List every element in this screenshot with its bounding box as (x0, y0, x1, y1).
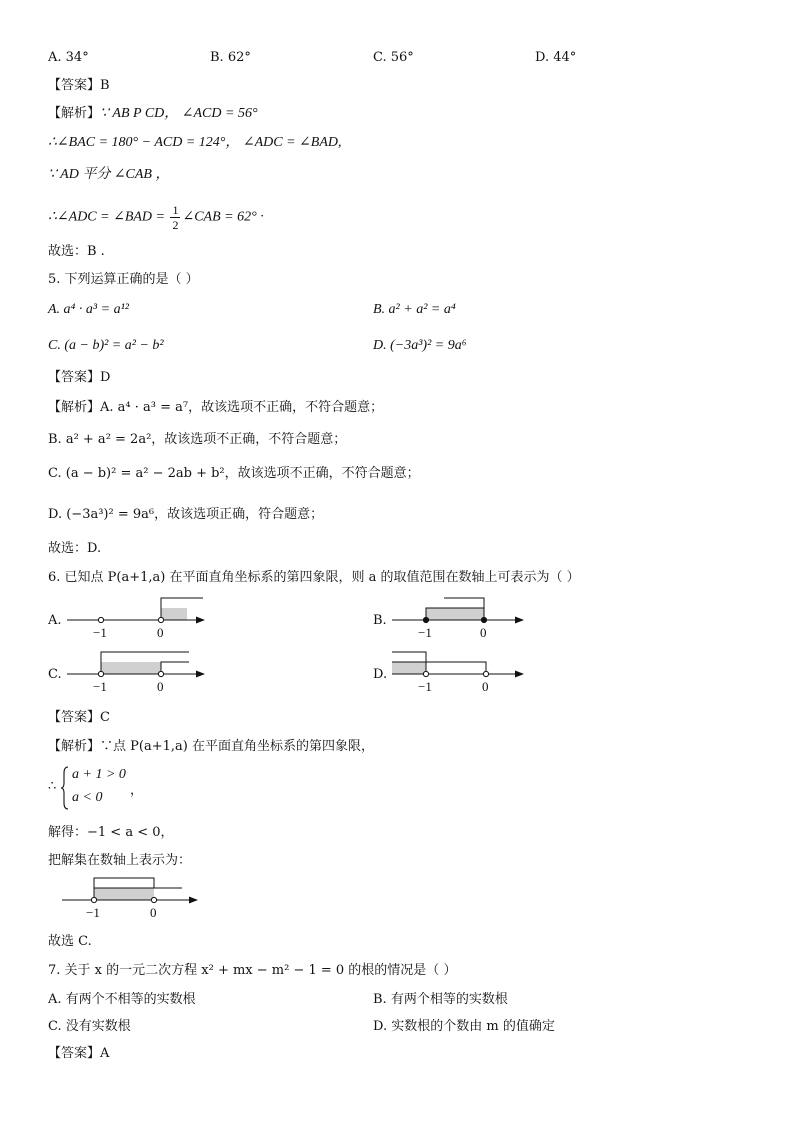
q4-step-4-right: ∠CAB = 62° · (182, 209, 264, 225)
tick-label-neg1: −1 (93, 625, 107, 640)
fraction-numerator: 1 (172, 203, 179, 217)
bracket-upper (444, 598, 484, 608)
q5-option-a: A. a⁴ · a³ = a¹² (48, 302, 129, 317)
tick-label-neg1: −1 (86, 905, 100, 920)
number-line-solution (60, 874, 210, 924)
axis-arrow (515, 671, 524, 678)
q6-explanation-1: 【解析】∵点 P(a+1,a) 在平面直角坐标系的第四象限， (48, 739, 374, 754)
q4-step-4-left: ∴∠ADC = ∠BAD = (48, 209, 169, 225)
q5-conclusion: 故选：D. (48, 541, 102, 556)
bracket-inner (161, 662, 189, 674)
tick-label-0: 0 (157, 679, 164, 694)
point-0 (481, 617, 486, 622)
tick-label-0: 0 (157, 625, 164, 640)
q5-answer: 【答案】D (48, 370, 111, 385)
q6-answer: 【答案】C (48, 710, 110, 725)
point-neg1 (98, 671, 103, 676)
point-neg1 (98, 617, 103, 622)
q5-explanation-a: 【解析】A. a⁴ · a³ = a⁷，故该选项不正确，不符合题意； (48, 400, 384, 415)
system-comma: ， (130, 783, 144, 798)
inequality-1: a + 1 > 0 (72, 767, 126, 782)
analysis-label: 【解析】 (48, 106, 101, 121)
q4-answer: 【答案】B (48, 78, 110, 93)
axis-arrow (196, 617, 205, 624)
q7-option-a: A. 有两个不相等的实数根 (48, 992, 196, 1007)
therefore-symbol: ∴ (48, 779, 57, 794)
point-neg1 (423, 617, 428, 622)
axis-arrow (196, 671, 205, 678)
point-0 (158, 617, 163, 622)
q6-option-b-label: B. (373, 613, 387, 628)
q6-conclusion: 故选 C. (48, 934, 92, 949)
q5-explanation-c: C. (a − b)² = a² − 2ab + b²，故该选项不正确，不符合题意； (48, 466, 420, 481)
point-0 (158, 671, 163, 676)
axis-arrow (515, 617, 524, 624)
left-brace-icon (60, 765, 70, 811)
tick-label-0: 0 (480, 625, 487, 640)
q4-option-a: A. 34° (48, 50, 89, 65)
number-line-option-d (390, 648, 540, 698)
q6-option-d-label: D. (373, 667, 388, 682)
q7-option-c: C. 没有实数根 (48, 1019, 131, 1034)
shaded-region (101, 662, 161, 674)
q6-option-c-label: C. (48, 667, 62, 682)
shaded-region (392, 662, 426, 674)
q6-stem: 6. 已知点 P(a+1,a) 在平面直角坐标系的第四象限，则 a 的取值范围在数轴上可表示为（ ） (48, 570, 580, 585)
point-0 (151, 897, 156, 902)
q5-explanation-b: B. a² + a² = 2a²，故该选项不正确，不符合题意； (48, 432, 347, 447)
point-0 (483, 671, 488, 676)
tick-label-neg1: −1 (418, 625, 432, 640)
number-line-option-b (390, 594, 540, 644)
q7-answer: 【答案】A (48, 1046, 110, 1061)
q4-conclusion: 故选：B . (48, 244, 105, 259)
shaded-region (426, 608, 484, 620)
q6-option-a-label: A. (48, 613, 62, 628)
bracket-upper-left (392, 652, 426, 662)
tick-label-neg1: −1 (93, 679, 107, 694)
q6-explanation-2: 解得：−1 < a < 0， (48, 825, 174, 840)
q6-explanation-3: 把解集在数轴上表示为： (48, 853, 192, 868)
q5-stem: 5. 下列运算正确的是（ ） (48, 272, 199, 287)
q4-step-3: ∵ AD 平分 ∠CAB ， (48, 167, 170, 182)
q4-step-4 (48, 203, 264, 232)
number-line-option-a (65, 594, 215, 644)
tick-label-0: 0 (482, 679, 489, 694)
q4-option-d: D. 44° (535, 50, 577, 65)
q4-option-b: B. 62° (210, 50, 251, 65)
tick-label-neg1: −1 (418, 679, 432, 694)
point-neg1 (91, 897, 96, 902)
q4-analysis-line-1 (48, 105, 258, 123)
q4-step-1: ∵ AB P CD， ∠ACD = 56° (100, 106, 258, 121)
fraction-half (170, 203, 180, 232)
q7-option-b: B. 有两个相等的实数根 (373, 992, 508, 1007)
q7-stem: 7. 关于 x 的一元二次方程 x² + mx − m² − 1 = 0 的根的情况是（ ） (48, 963, 457, 978)
number-line-option-c (65, 648, 215, 698)
inequality-2: a < 0 (72, 790, 103, 805)
tick-label-0: 0 (150, 905, 157, 920)
fraction-denominator: 2 (172, 218, 179, 232)
q4-step-2: ∴∠BAC = 180° − ACD = 124°， ∠ADC = ∠BAD, (48, 135, 342, 150)
shaded-region (161, 608, 187, 620)
bracket-right (426, 662, 486, 674)
q5-option-b: B. a² + a² = a⁴ (373, 302, 456, 317)
q4-option-c: C. 56° (373, 50, 414, 65)
q5-option-c: C. (a − b)² = a² − b² (48, 338, 164, 353)
shaded-region (94, 888, 154, 900)
axis-arrow (189, 897, 198, 904)
point-neg1 (423, 671, 428, 676)
q5-option-d: D. (−3a³)² = 9a⁶ (373, 338, 467, 353)
q5-explanation-d: D. (−3a³)² = 9a⁶，故该选项正确，符合题意； (48, 507, 324, 522)
inequality-system (48, 765, 168, 811)
q7-option-d: D. 实数根的个数由 m 的值确定 (373, 1019, 555, 1034)
